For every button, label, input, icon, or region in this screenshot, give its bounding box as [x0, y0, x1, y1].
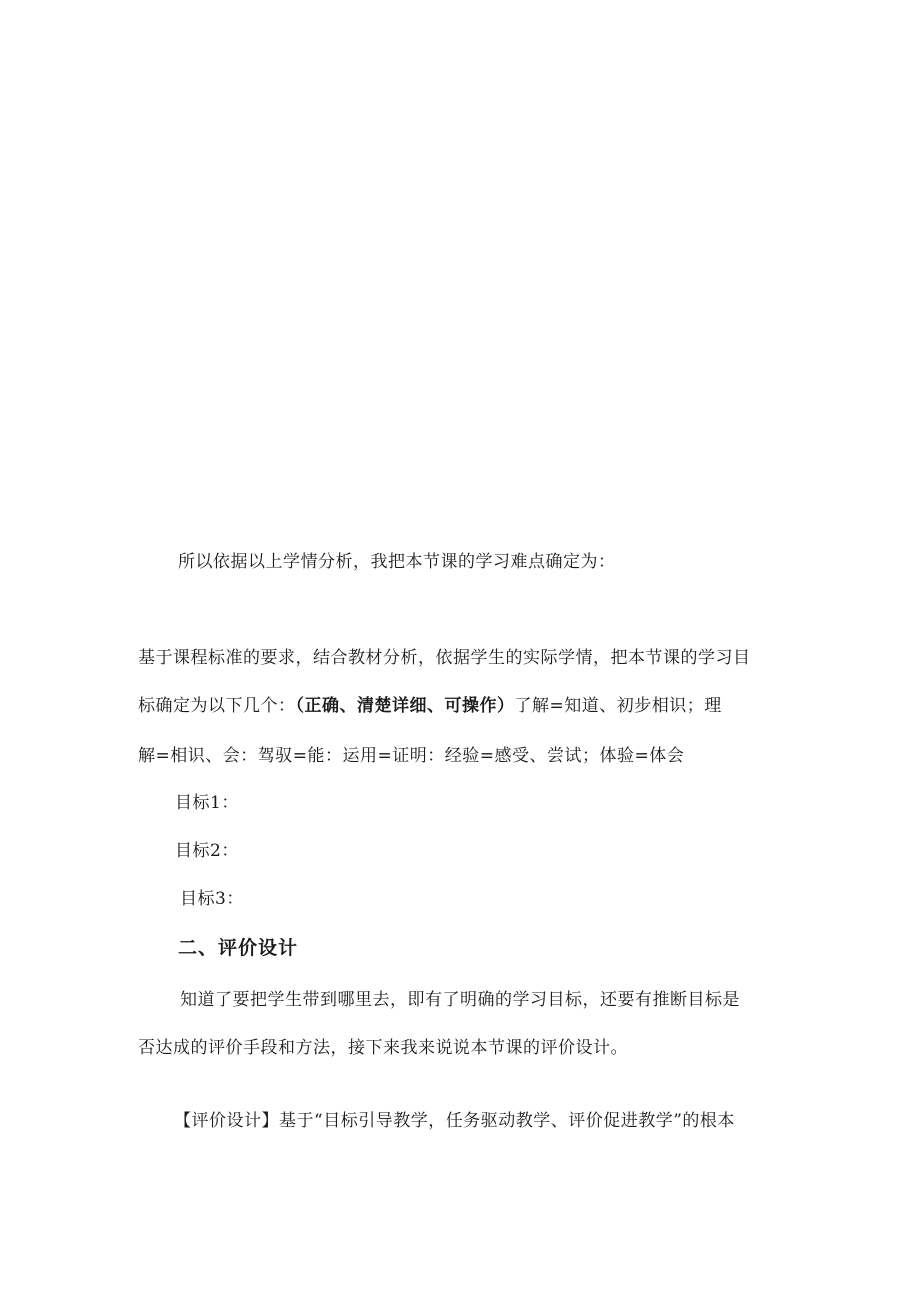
section2-line-2: 否达成的评价手段和方法，接下来我来说说本节课的评价设计。 [138, 1038, 628, 1058]
objectives-line-1: 基于课程标准的要求，结合教材分析，依据学生的实际学情，把本节课的学习目 [138, 648, 751, 668]
objectives-line-2 [138, 695, 722, 717]
section2-line-1: 知道了要把学生带到哪里去，即有了明确的学习目标，还要有推断目标是 [180, 990, 740, 1010]
objectives-line-2-suffix: 了解=知道、初步相识；理 [514, 696, 722, 716]
goal-1: 目标1： [175, 793, 239, 813]
goal-3: 目标3： [180, 889, 244, 909]
objectives-emphasis: （正确、清楚详细、可操作） [295, 696, 515, 716]
difficulty-intro: 所以依据以上学情分析，我把本节课的学习难点确定为： [178, 552, 616, 572]
section-heading: 二、评价设计 [178, 937, 299, 959]
goal-2: 目标2： [175, 841, 239, 861]
objectives-line-3: 解=相识、会：驾驭=能：运用=证明：经验=感受、尝试；体验=体会 [138, 746, 685, 766]
eval-design-line: 【评价设计】基于“目标引导教学，任务驱动教学、评价促进教学”的根本 [174, 1111, 735, 1131]
objectives-line-2-prefix: 标确定为以下几个： [138, 696, 296, 716]
